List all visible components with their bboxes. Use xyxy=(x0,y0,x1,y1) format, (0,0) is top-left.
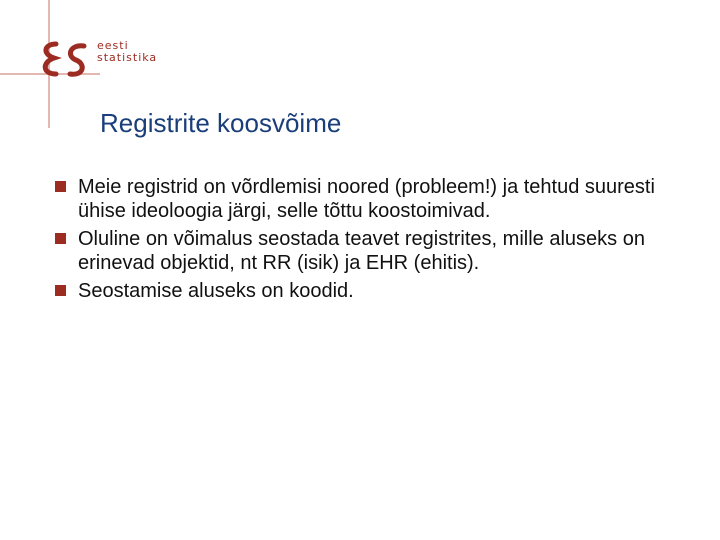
logo-text xyxy=(97,40,187,64)
bullet-item xyxy=(55,227,705,275)
bullet-square-icon xyxy=(55,181,66,192)
bullet-list xyxy=(55,175,705,303)
bullet-item xyxy=(55,279,705,303)
bullet-text: Oluline on võimalus seostada teavet registrites, mille aluseks on erinevad objektid, nt RR (isik) ja EHR (ehitis). xyxy=(78,228,645,274)
logo-line-1: eesti xyxy=(97,39,129,52)
slide-title: Registrite koosvõime xyxy=(100,108,342,138)
bullet-text: Seostamise aluseks on koodid. xyxy=(78,280,354,302)
bullet-item xyxy=(55,175,705,223)
bullet-square-icon xyxy=(55,233,66,244)
bullet-text: Meie registrid on võrdlemisi noored (probleem!) ja tehtud suuresti ühise ideoloogia järgi, selle tõttu koostoimivad. xyxy=(78,176,655,222)
es-monogram-icon xyxy=(36,40,92,88)
bullet-square-icon xyxy=(55,285,66,296)
logo-line-2: statistika xyxy=(97,51,158,64)
